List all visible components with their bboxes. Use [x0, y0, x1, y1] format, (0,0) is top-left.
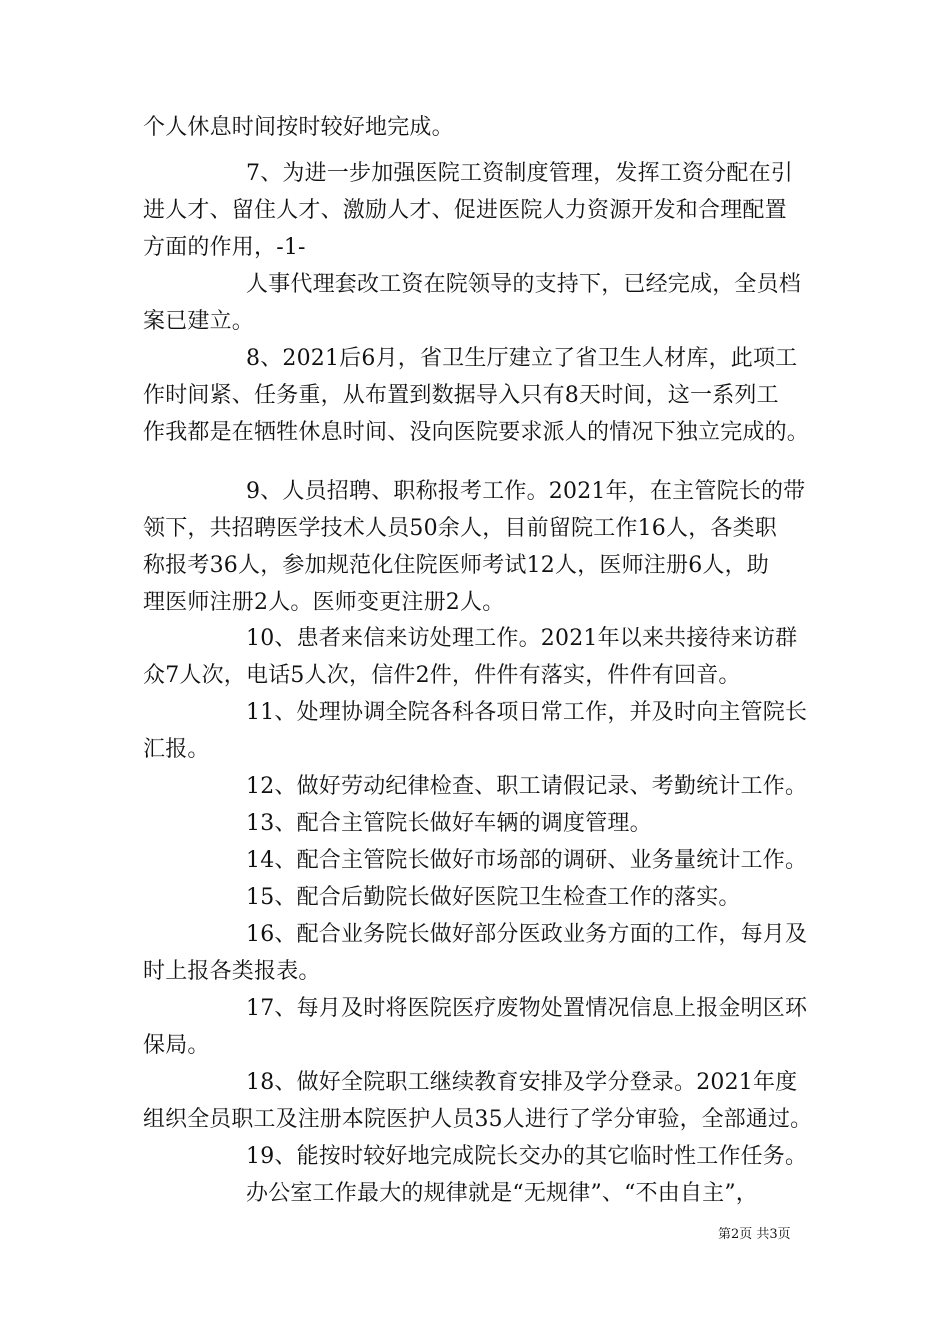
text-line: 14、配合主管院长做好市场部的调研、业务量统计工作。 [246, 848, 808, 873]
text-line: 时上报各类报表。 [143, 959, 321, 984]
text-line: 11、处理协调全院各科各项日常工作，并及时向主管院长 [246, 700, 808, 725]
text-line: 12、做好劳动纪律检查、职工请假记录、考勤统计工作。 [246, 774, 808, 799]
page-footer: 第2页 共3页 [718, 1227, 791, 1242]
text-line: 10、患者来信来访处理工作。2021年以来共接待来访群 [246, 626, 798, 651]
text-line: 15、配合后勤院长做好医院卫生检查工作的落实。 [246, 885, 741, 910]
text-line: 案已建立。 [143, 309, 255, 334]
text-line: 人事代理套改工资在院领导的支持下，已经完成，全员档 [246, 272, 802, 297]
text-line: 办公室工作最大的规律就是“无规律”、“不由自主”， [246, 1181, 758, 1206]
text-line: 16、配合业务院长做好部分医政业务方面的工作，每月及 [246, 922, 808, 947]
text-line: 理医师注册2人。医师变更注册2人。 [143, 590, 505, 615]
text-line: 18、做好全院职工继续教育安排及学分登录。2021年度 [246, 1070, 798, 1095]
text-line: 作我都是在牺牲休息时间、没向医院要求派人的情况下独立完成的。 [143, 420, 810, 445]
text-line: 领下，共招聘医学技术人员50余人，目前留院工作16人，各类职 [143, 516, 777, 541]
text-line: 17、每月及时将医院医疗废物处置情况信息上报金明区环 [246, 996, 808, 1021]
text-line: 称报考36人，参加规范化住院医师考试12人，医师注册6人，助 [143, 553, 769, 578]
text-line: 8、2021后6月，省卫生厅建立了省卫生人材库，此项工 [246, 346, 798, 371]
text-line: 组织全员职工及注册本院医护人员35人进行了学分审验，全部通过。 [143, 1107, 813, 1132]
text-line: 作时间紧、任务重，从布置到数据导入只有8天时间，这一系列工 [143, 383, 779, 408]
text-line: 19、能按时较好地完成院长交办的其它临时性工作任务。 [246, 1144, 808, 1169]
text-line: 7、为进一步加强医院工资制度管理，发挥工资分配在引 [246, 161, 793, 186]
text-line: 方面的作用，-1- [143, 235, 306, 260]
text-line: 个人休息时间按时较好地完成。 [143, 115, 454, 140]
text-line: 众7人次，电话5人次，信件2件，件件有落实，件件有回音。 [143, 663, 741, 688]
text-line: 进人才、留住人才、激励人才、促进医院人力资源开发和合理配置 [143, 198, 787, 223]
text-line: 9、人员招聘、职称报考工作。2021年，在主管院长的带 [246, 479, 806, 504]
text-line: 13、配合主管院长做好车辆的调度管理。 [246, 811, 652, 836]
text-line: 保局。 [143, 1033, 210, 1058]
text-line: 汇报。 [143, 737, 210, 762]
